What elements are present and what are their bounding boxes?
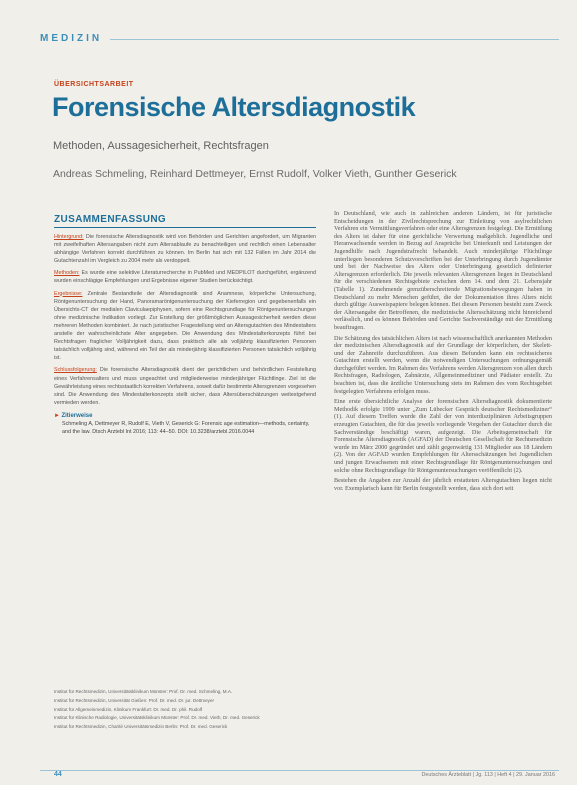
abstract-section-text: Die forensische Altersdiagnostik dient der gerichtlichen und behördlichen Feststellung eines Verfahrensalters und muss ungeachtet und mitgliederweise minderjähriger Flüchtlinge. Ziel ist die Gewährleistung eines rechtsstaatlich korrekten Verfahrens, soweit dafür bestimmte Altersgrenzen vorgesehen sind. Die Anwendung des Mindestalterkonzepts stellt sicher, dass Altersüberschätzungen weitestgehend vermieden werden.: [54, 367, 316, 406]
abstract-section-label: Ergebnisse:: [54, 290, 83, 297]
journal-reference: Deutsches Ärzteblatt | Jg. 113 | Heft 4 | 29. Januar 2016: [421, 772, 555, 778]
affiliation-line: Institut für Rechtsmedizin, Universität Gießen: Prof. Dr. med. Dr. jur. Dettmeyer: [54, 697, 215, 703]
document-type-label: ÜBERSICHTSARBEIT: [54, 81, 134, 88]
citation-box: [54, 412, 316, 436]
abstract-section-background: [54, 233, 316, 265]
article-subtitle: Methoden, Aussagesicherheit, Rechtsfragen: [53, 140, 269, 152]
footer-divider: [40, 770, 559, 771]
body-paragraph: Die Schätzung des tatsächlichen Alters ist nach wissenschaftlich anerkannten Methoden der medizinischen Altersdiagnostik auf der Grundlage der körperlichen, der Skelett- und der Zahnreife durchzuführen. Aus diesen Befunden kann ein rechtssicheres Gutachten erstellt werden, wenn die notwendigen Untersuchungen ordnungsgemäß durchgeführt werden. Im Rahmen des Verfahrens werden Altersgrenzen von allen durch Rechtsfragen, Radiologen, Zahnärzte, Allgemeinmediziner und Pädiater erstellt. Zu beachten ist, dass die ärztliche Untersuchung stets im Rahmen des vom Rechtsgebiet festgelegten Verfahrens erfolgen muss.: [334, 334, 552, 395]
abstract-heading: ZUSAMMENFASSUNG: [54, 214, 316, 228]
affiliation-line: Institut für Rechtsmedizin, Charité Universitätsmedizin Berlin: Prof. Dr. med. Geserick: [54, 724, 228, 730]
abstract-section-methods: [54, 269, 316, 285]
abstract-section-text: Es wurde eine selektive Literaturrecherche in PubMed und MEDPILOT durchgeführt, ergänzend wurden einschlägige Empfehlungen und Ergebnisse eigener Studien berücksichtigt.: [54, 270, 316, 285]
abstract-section-text: Die forensische Altersdiagnostik wird von Behörden und Gerichten angefordert, um Migranten mit zweifelhaften Altersangaben nicht zum Altersablaufe zu benachteiligen und rechtlich einen Lebensalter abhängige Verfahren korrekt durchführen zu können. Im Berlin hat sich mit 132 Fällen im Jahr 2014 die Gutachtenzahl im Vergleich zu 2004 mehr als verdoppelt.: [54, 234, 316, 265]
abstract-section-text: Zentrale Bestandteile der Altersdiagnostik sind Anamnese, körperliche Untersuchung, Röntgenuntersuchung der Hand, Panoramaröntgenuntersuchung der Kieferregion und gegebenenfalls ein Übersichts-CT der medialen Claviculaepiphysen, sofern eine Rechtsgrundlage für Röntgenuntersuchungen ohne medizinische Indikation vorliegt. Zur Erstellung der größtmöglichen Aussagesicherheit werden diese mehreren Methoden kombiniert. Je nach juristischer Fragestellung wird an Altersgutachten des Mindestalters anstelle der wahrscheinlichste Alter angegeben. Die Anwendung des Mindestalterkonzepts führt bei Rechtsfragen fraglicher Volljährigkeit dazu, dass praktisch alle als volljährig klassifizierten Personen tatsächlich volljährig sind, während ein Teil der als minderjährig klassifizierten Personen tatsächlich volljährig ist.: [54, 290, 316, 362]
body-paragraph: Eine erste übersichtliche Analyse der forensischen Altersdiagnostik dokumentierte Methodik erfolgte 1999 unter „Zum Lübecker Gespräch deutscher Rechtsmediziner“ (1). Auf diesem Treffen wurde die Zahl der von interdisziplinären Arbeitsgruppen erzeugten Gutachten, die für das jeweils vorliegende Vorgehen der Gutachter durch die Sachverständige beschäftigt waren, aufgezeigt. Die Arbeitsgemeinschaft für Forensische Altersdiagnostik (AGFAD) der Deutschen Gesellschaft für Rechtsmedizin wurde im März 2000 gegründet und zählt gegenwärtig 131 Mitglieder aus 18 Ländern (2). Von der AGFAD wurden Empfehlungen für Altersschätzungen bei Jugendlichen und jungen Erwachsenen mit einer Rechtsgrundlage für Röntgenuntersuchungen und solche ohne Rechtsgrundlage für Röntgenuntersuchungen veröffentlicht (2).: [334, 398, 552, 474]
abstract-section-results: [54, 290, 316, 363]
body-paragraph: In Deutschland, wie auch in zahlreichen anderen Ländern, ist für juristische Entscheidungen in der Zivilrechtsprechung zur Einleitung von asylrechtlichen Verfahren ein Vermittlungsverfahren oder eine Altersgrenzen festgelegt. Die Ermittlung des Alters ist daher für eine gerichtliche Verwertung maßgeblich. Jugendliche und Heranwachsende werden in Bezug auf Ansprüche bei Unterkunft und Leistungen der Jugendhilfe nach Jugendstrafrecht behandelt. Auch minderjährige Flüchtlinge unterliegen besonderen Schutzvorschriften bei der Unterbringung durch Jugendämter und bei der Nachweise des Alters oder Unterbringung gesetzlich definierter Altersgrenzen erforderlich. Die jeweils relevanten Altersgrenzen liegen in Deutschland für die verschiedenen Rechtsgebiete zwischen dem 14. und dem 21. Lebensjahr (Tabelle 1). Zunehmende grenzüberschreitende Migrationsbewegungen haben in Deutschland zu mehr Menschen geführt, die der Dokumentation ihres Alters nicht durch gültige Ausweispapiere belegen können. Bei diesen Personen besteht zum Zweck der Altersangabe der Betroffenen, die medizinische Altersschätzung nicht hinreichend verlässlich, und es können Behörden und Gerichte Sachverständige mit der Ermittlung beauftragen.: [334, 210, 552, 331]
page-number: 44: [54, 771, 62, 778]
body-text-column: [334, 210, 552, 495]
abstract-section-conclusion: [54, 366, 316, 406]
affiliation-line: Institut für Rechtsmedizin, Universitätsklinikum Münster: Prof. Dr. med. Schmeling, M.A.: [54, 689, 233, 694]
abstract-section-label: Hintergrund:: [54, 234, 84, 240]
abstract-section-label: Methoden:: [54, 270, 80, 277]
section-label: MEDIZIN: [40, 33, 103, 44]
abstract-section-label: Schlussfolgerung:: [54, 367, 97, 374]
affiliations: [54, 688, 314, 732]
abstract: [54, 214, 316, 436]
author-list: Andreas Schmeling, Reinhard Dettmeyer, Ernst Rudolf, Volker Vieth, Gunther Geserick: [53, 168, 457, 180]
triangle-right-icon: ►: [54, 412, 60, 419]
header-divider: [110, 39, 559, 40]
citation-heading: Zitierweise: [61, 412, 93, 419]
affiliation-line: Institut für Allgemeinmedizin, Klinikum Frankfurt: Dr. med. Dr. phil. Rudolf: [54, 706, 203, 712]
body-paragraph: Bestehen die Angaben zur Anzahl der jährlich erstatteten Altersgutachten liegen nicht vor. Exemplarisch kann für Berlin festgestellt werden, dass sich dort seit: [334, 477, 552, 492]
affiliation-line: Institut für Klinische Radiologie, Universitätsklinikum Münster: Prof. Dr. med. Vieth, Dr. med. Geserick: [54, 715, 260, 721]
citation-text: Schmeling A, Dettmeyer R, Rudolf E, Vieth V, Geserick G: Forensic age estimation—methods, certainty, and the law. Dtsch Arztebl Int 2016; 113: 44–50. DOI: 10.3238/arztebl.2016.0044: [62, 420, 310, 435]
article-title: Forensische Altersdiagnostik: [52, 92, 416, 122]
